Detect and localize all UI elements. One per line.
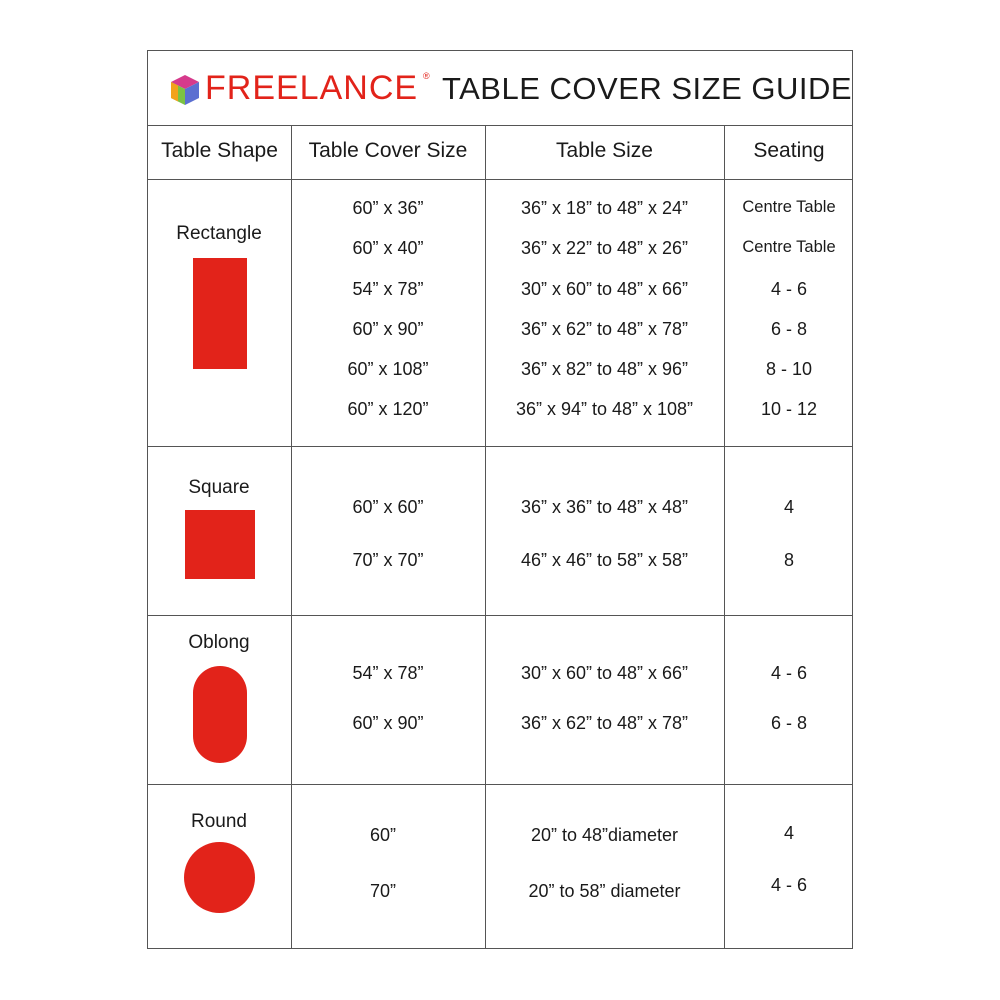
seating-cell: 4 <box>783 823 794 843</box>
cover-size-cell: 70” x 70” <box>352 550 424 570</box>
row-divider <box>148 446 852 447</box>
seating-cell: 8 <box>783 550 794 570</box>
header-table-shape: Table Shape <box>161 139 278 162</box>
page-title: TABLE COVER SIZE GUIDE <box>442 71 853 106</box>
row-divider <box>148 179 852 180</box>
seating-cell: Centre Table <box>742 198 836 216</box>
table-size-cell: 36” x 62” to 48” x 78” <box>520 319 689 339</box>
seating-cell: 4 - 6 <box>770 663 808 683</box>
table-size-cell: 36” x 94” to 48” x 108” <box>515 399 694 419</box>
row-divider <box>148 784 852 785</box>
registered-mark: ® <box>423 71 430 81</box>
shape-label-oblong: Oblong <box>188 632 250 653</box>
table-size-cell: 36” x 36” to 48” x 48” <box>520 497 689 517</box>
seating-cell: 4 - 6 <box>770 875 808 895</box>
shape-label-square: Square <box>188 477 250 498</box>
cover-size-cell: 54” x 78” <box>352 279 424 299</box>
cover-size-cell: 60” x 36” <box>352 198 424 218</box>
cover-size-cell: 60” x 90” <box>352 713 424 733</box>
shape-label-round: Round <box>191 811 247 832</box>
cover-size-cell: 60” x 40” <box>352 238 424 258</box>
cover-size-cell: 60” x 60” <box>352 497 424 517</box>
table-size-cell: 30” x 60” to 48” x 66” <box>520 279 689 299</box>
seating-cell: 4 - 6 <box>770 279 808 299</box>
seating-cell: 10 - 12 <box>760 399 818 419</box>
cover-size-cell: 60” x 90” <box>352 319 424 339</box>
header-seating: Seating <box>753 139 825 162</box>
table-size-cell: 46” x 46” to 58” x 58” <box>520 550 689 570</box>
table-size-cell: 36” x 62” to 48” x 78” <box>520 713 689 733</box>
table-size-cell: 30” x 60” to 48” x 66” <box>520 663 689 683</box>
size-guide-frame <box>147 50 853 949</box>
seating-cell: 8 - 10 <box>765 359 813 379</box>
title-bar <box>148 51 852 126</box>
table-size-cell: 36” x 22” to 48” x 26” <box>520 238 689 258</box>
seating-cell: 6 - 8 <box>770 319 808 339</box>
cover-size-cell: 60” <box>369 825 396 845</box>
seating-cell: Centre Table <box>742 238 836 256</box>
header-table-size: Table Size <box>556 139 653 162</box>
row-divider <box>148 615 852 616</box>
table-size-cell: 20” to 58” diameter <box>528 881 681 901</box>
cover-size-cell: 60” x 108” <box>347 359 429 379</box>
square-icon <box>185 510 255 579</box>
table-size-cell: 36” x 18” to 48” x 24” <box>520 198 689 218</box>
cover-size-cell: 60” x 120” <box>347 399 429 419</box>
oblong-icon <box>193 666 247 763</box>
seating-cell: 6 - 8 <box>770 713 808 733</box>
cover-size-cell: 70” <box>369 881 396 901</box>
freelance-logo-icon <box>168 73 202 107</box>
table-size-cell: 20” to 48”diameter <box>530 825 679 845</box>
seating-cell: 4 <box>783 497 794 517</box>
cover-size-cell: 54” x 78” <box>352 663 424 683</box>
brand-name: FREELANCE <box>205 69 419 107</box>
table-size-cell: 36” x 82” to 48” x 96” <box>520 359 689 379</box>
circle-icon <box>184 842 255 913</box>
rectangle-icon <box>193 258 247 369</box>
header-table-cover-size: Table Cover Size <box>308 139 468 162</box>
shape-label-rectangle: Rectangle <box>176 223 262 244</box>
